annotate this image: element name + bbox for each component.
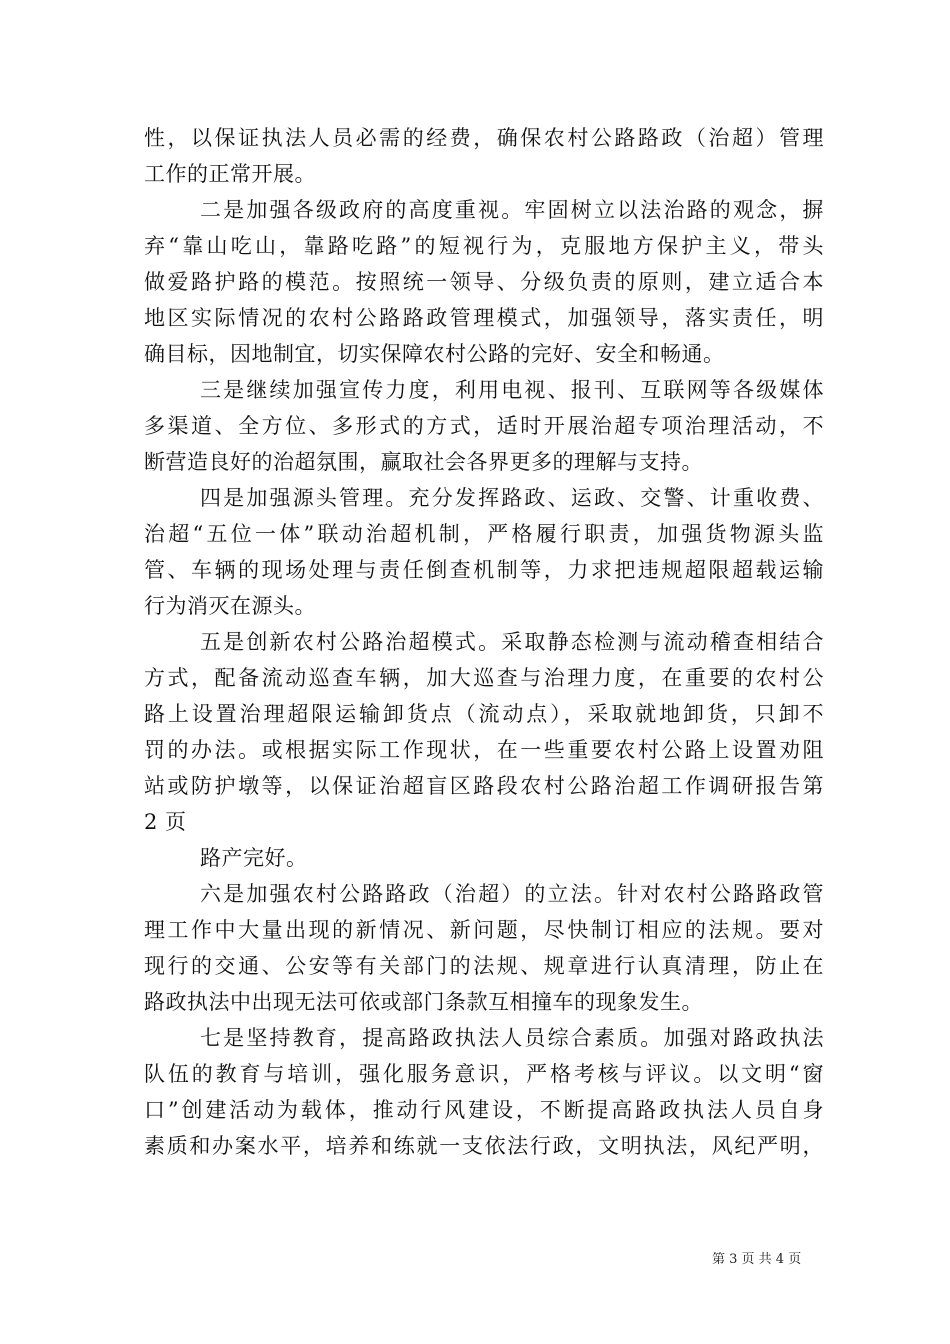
text-line: 断营造良好的治超氛围，赢取社会各界更多的理解与支持。: [144, 450, 703, 474]
text-line: 弃“靠山吃山，靠路吃路”的短视行为，克服地方保护主义，带头: [144, 234, 824, 258]
text-line: 做爱路护路的模范。按照统一领导、分级负责的原则，建立适合本: [144, 270, 824, 294]
text-line: 路产完好。: [200, 846, 308, 870]
text-line: 罚的办法。或根据实际工作现状，在一些重要农村公路上设置劝阻: [144, 738, 824, 762]
text-line: 二是加强各级政府的高度重视。牢固树立以法治路的观念，摒: [200, 198, 824, 222]
text-line: 口”创建活动为载体，推动行风建设，不断提高路政执法人员自身: [144, 1098, 824, 1122]
text-line: 现行的交通、公安等有关部门的法规、规章进行认真清理，防止在: [144, 954, 824, 978]
text-line: 站或防护墩等，以保证治超盲区路段农村公路治超工作调研报告第: [144, 774, 824, 798]
text-line: 队伍的教育与培训，强化服务意识，严格考核与评议。以文明“窗: [144, 1062, 824, 1086]
text-line: 2 页: [144, 810, 187, 834]
text-line: 六是加强农村公路路政（治超）的立法。针对农村公路路政管: [200, 882, 824, 906]
page-footer: 第 3 页 共 4 页: [712, 1252, 802, 1267]
text-line: 五是创新农村公路治超模式。采取静态检测与流动稽查相结合: [200, 630, 824, 654]
text-line: 路上设置治理超限运输卸货点（流动点），采取就地卸货，只卸不: [144, 702, 824, 726]
text-line: 管、车辆的现场处理与责任倒查机制等，力求把违规超限超载运输: [144, 558, 824, 582]
text-line: 素质和办案水平，培养和练就一支依法行政，文明执法，风纪严明，: [144, 1134, 824, 1158]
text-line: 性，以保证执法人员必需的经费，确保农村公路路政（治超）管理: [144, 126, 824, 150]
text-line: 七是坚持教育，提高路政执法人员综合素质。加强对路政执法: [200, 1026, 824, 1050]
document-body: [144, 120, 824, 1164]
text-line: 方式，配备流动巡查车辆，加大巡查与治理力度，在重要的农村公: [144, 666, 824, 690]
text-line: 确目标，因地制宜，切实保障农村公路的完好、安全和畅通。: [144, 342, 725, 366]
text-line: 行为消灭在源头。: [144, 594, 316, 618]
text-line: 四是加强源头管理。充分发挥路政、运政、交警、计重收费、: [200, 486, 824, 510]
text-line: 路政执法中出现无法可依或部门条款互相撞车的现象发生。: [144, 990, 703, 1014]
text-line: 地区实际情况的农村公路路政管理模式，加强领导，落实责任，明: [144, 306, 824, 330]
text-line: 治超“五位一体”联动治超机制，严格履行职责，加强货物源头监: [144, 522, 824, 546]
text-line: 理工作中大量出现的新情况、新问题，尽快制订相应的法规。要对: [144, 918, 824, 942]
text-line: 工作的正常开展。: [144, 162, 316, 186]
text-line: 三是继续加强宣传力度，利用电视、报刊、互联网等各级媒体: [200, 378, 824, 402]
text-line: 多渠道、全方位、多形式的方式，适时开展治超专项治理活动，不: [144, 414, 824, 438]
